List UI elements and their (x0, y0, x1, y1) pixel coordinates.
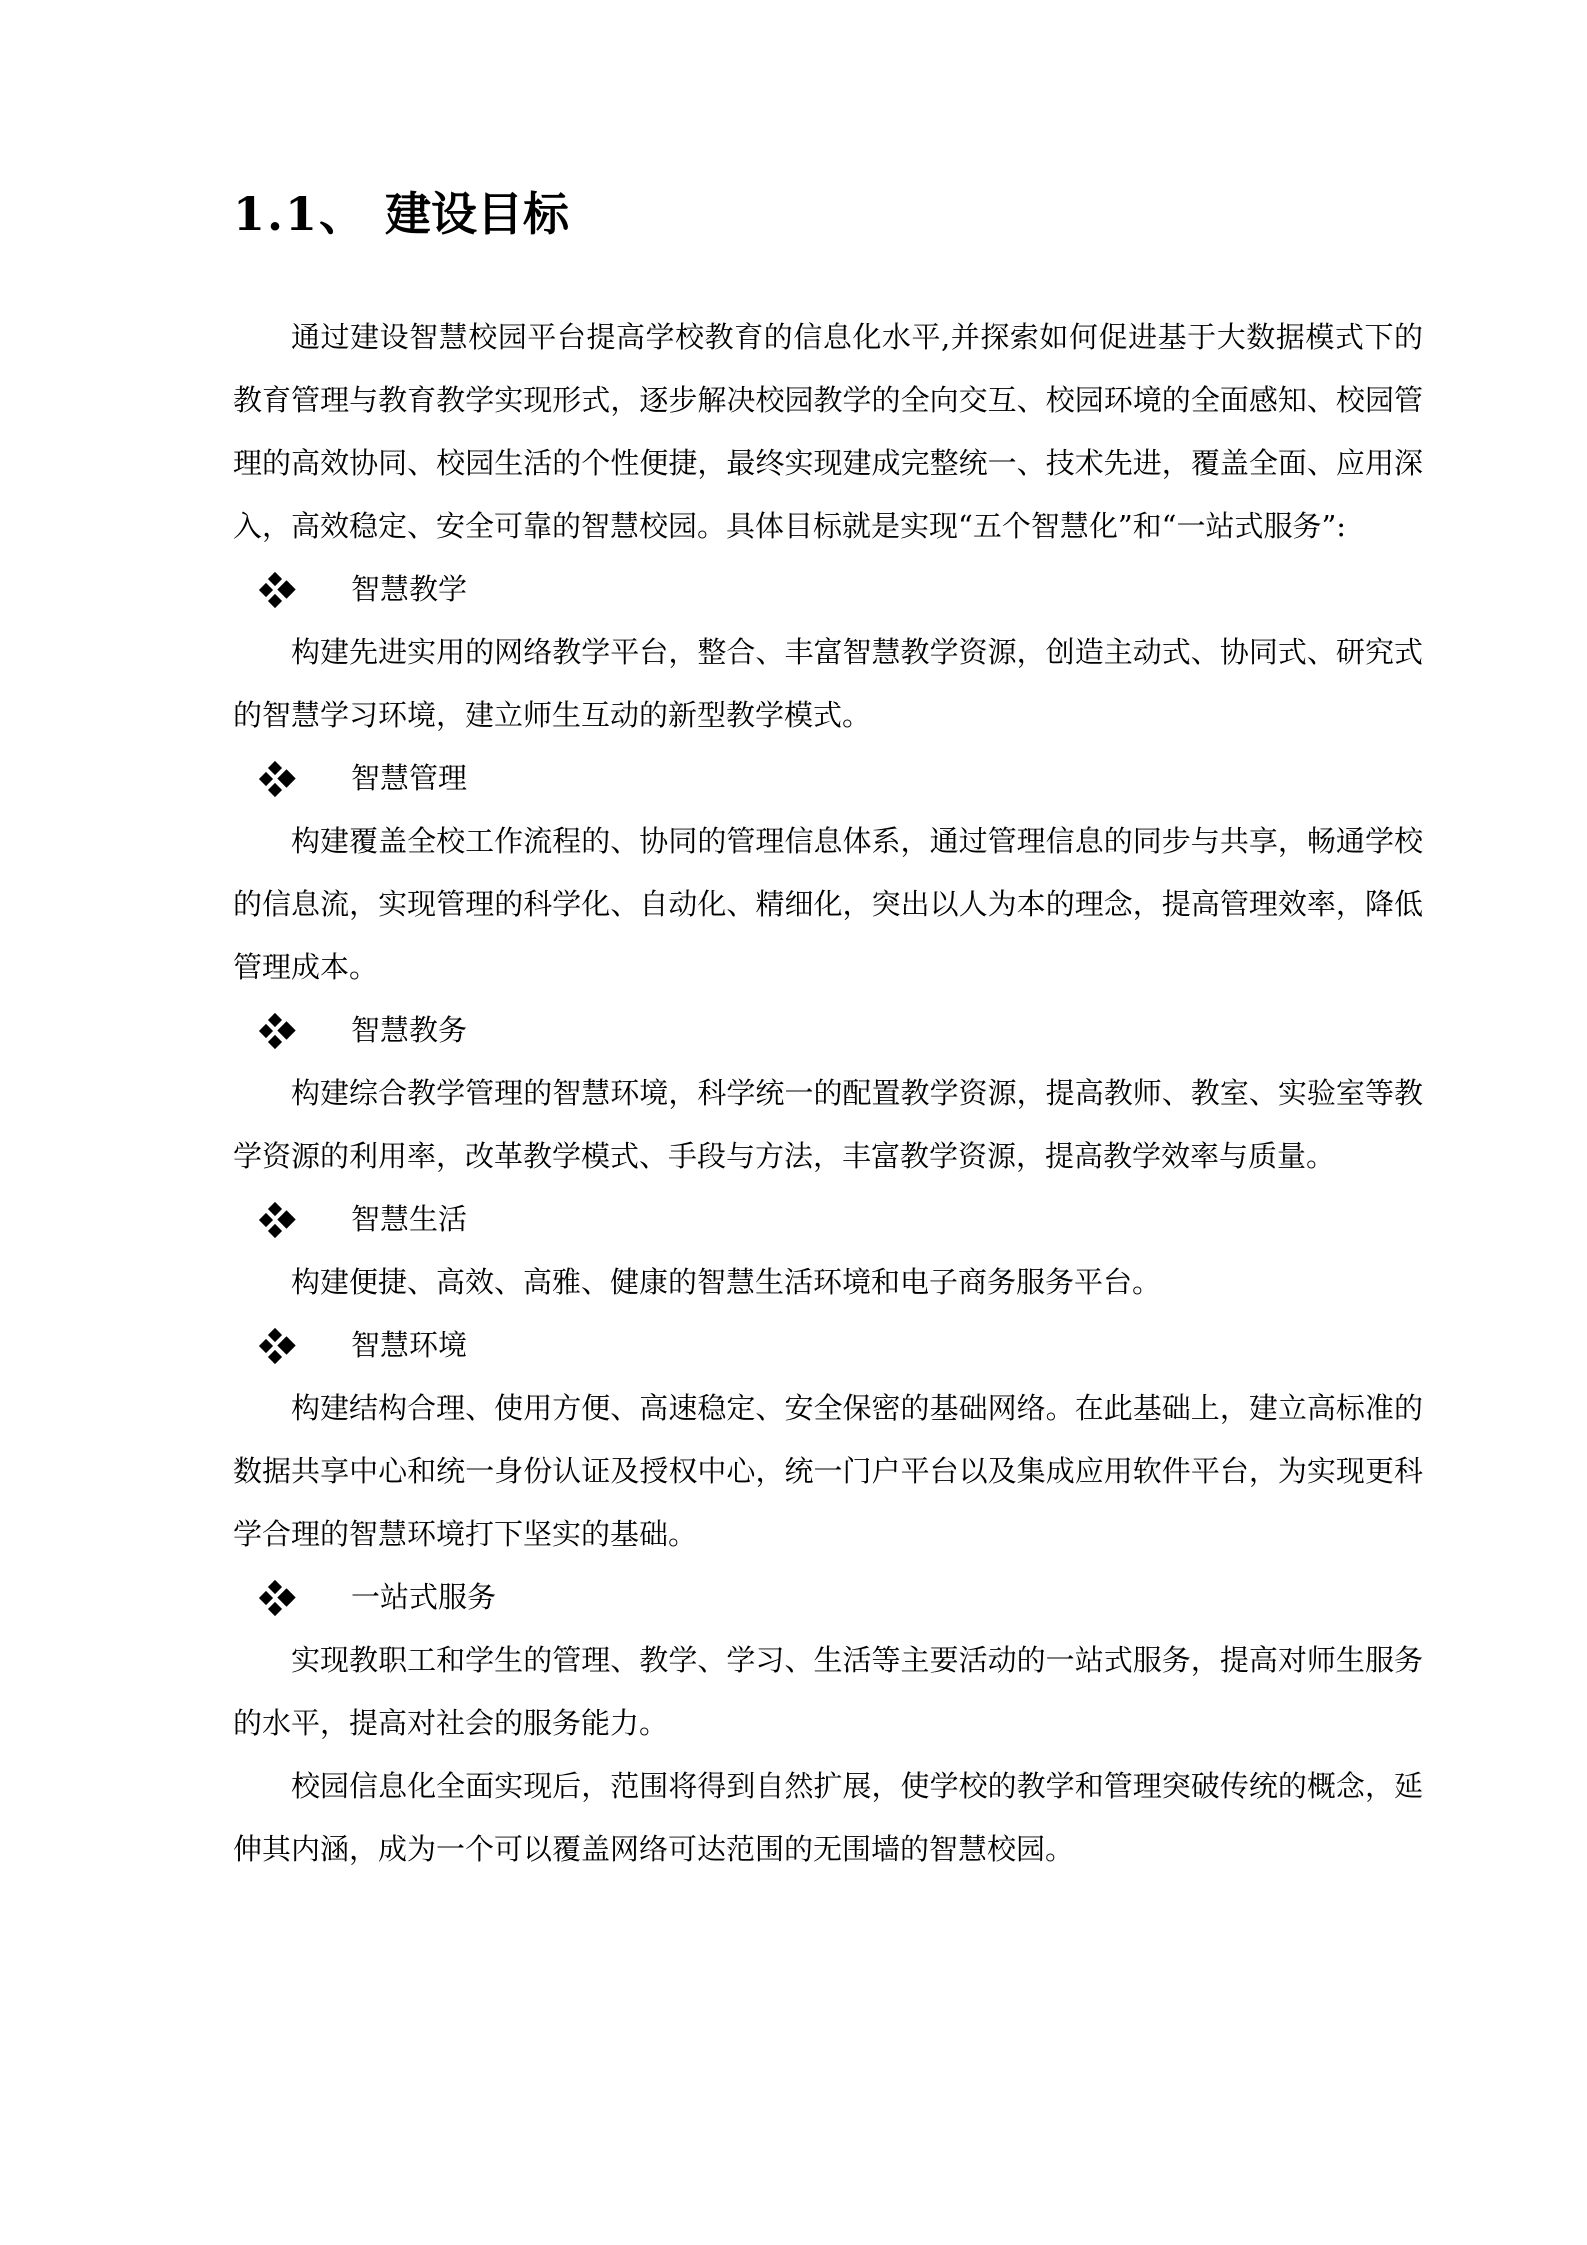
page-title (233, 186, 1423, 242)
bullet-item (233, 747, 1423, 810)
diamond-cluster-icon (261, 762, 295, 796)
document-content (233, 186, 1423, 1881)
heading-title: 建设目标 (385, 187, 570, 241)
section-paragraph: 构建综合教学管理的智慧环境，科学统一的配置教学资源，提高教师、教室、实验室等教学资源的利用率，改革教学模式、手段与方法，丰富教学资源，提高教学效率与质量。 (233, 1076, 1423, 1173)
bullet-item (233, 1188, 1423, 1251)
diamond-cluster-icon (261, 1203, 295, 1237)
bullet-label: 智慧教务 (351, 1013, 468, 1047)
bullet-item (233, 1566, 1423, 1629)
section-paragraph: 实现教职工和学生的管理、教学、学习、生活等主要活动的一站式服务，提高对师生服务的水平，提高对社会的服务能力。 (233, 1643, 1423, 1740)
bullet-label: 智慧教学 (351, 572, 468, 606)
bullet-label: 智慧管理 (351, 761, 468, 795)
closing-paragraph: 校园信息化全面实现后，范围将得到自然扩展，使学校的教学和管理突破传统的概念，延伸其内涵，成为一个可以覆盖网络可达范围的无围墙的智慧校园。 (233, 1769, 1423, 1866)
diamond-cluster-icon (261, 573, 295, 607)
heading-number: 1.1、 (233, 187, 368, 241)
bullet-item (233, 999, 1423, 1062)
section-paragraph: 构建覆盖全校工作流程的、协同的管理信息体系，通过管理信息的同步与共享，畅通学校的信息流，实现管理的科学化、自动化、精细化，突出以人为本的理念，提高管理效率，降低管理成本。 (233, 824, 1423, 984)
diamond-cluster-icon (261, 1014, 295, 1048)
diamond-cluster-icon (261, 1329, 295, 1363)
document-body (233, 306, 1423, 1881)
section-paragraph: 构建先进实用的网络教学平台，整合、丰富智慧教学资源，创造主动式、协同式、研究式的智慧学习环境，建立师生互动的新型教学模式。 (233, 635, 1423, 732)
bullet-label: 智慧生活 (351, 1202, 468, 1236)
bullet-label: 一站式服务 (351, 1580, 497, 1614)
diamond-cluster-icon (261, 1581, 295, 1615)
bullet-item (233, 558, 1423, 621)
intro-paragraph: 通过建设智慧校园平台提高学校教育的信息化水平,并探索如何促进基于大数据模式下的教育管理与教育教学实现形式，逐步解决校园教学的全向交互、校园环境的全面感知、校园管理的高效协同、校园生活的个性便捷，最终实现建成完整统一、技术先进，覆盖全面、应用深入，高效稳定、安全可靠的智慧校园。具体目标就是实现“五个智慧化”和“一站式服务”: (233, 320, 1423, 543)
section-paragraph: 构建结构合理、使用方便、高速稳定、安全保密的基础网络。在此基础上，建立高标准的数据共享中心和统一身份认证及授权中心，统一门户平台以及集成应用软件平台，为实现更科学合理的智慧环境打下坚实的基础。 (233, 1391, 1423, 1551)
bullet-label: 智慧环境 (351, 1328, 468, 1362)
section-paragraph: 构建便捷、高效、高雅、健康的智慧生活环境和电子商务服务平台。 (291, 1265, 1162, 1299)
bullet-item (233, 1314, 1423, 1377)
